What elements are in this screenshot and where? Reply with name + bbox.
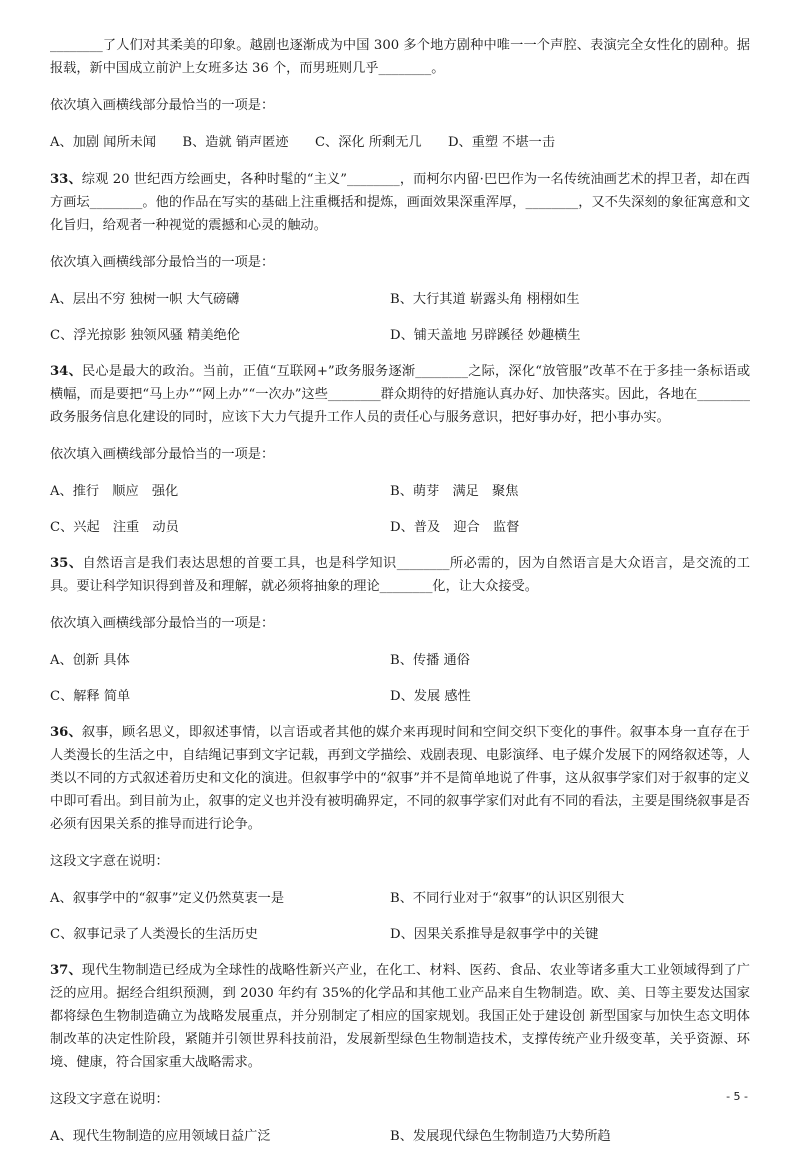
option-c: C、叙事记录了人类漫长的生活历史 [50, 927, 258, 942]
option-a: A、层出不穷 独树一帜 大气磅礴 [50, 292, 240, 307]
options-row [50, 887, 750, 910]
options-row [50, 1125, 750, 1148]
question-number: 36、 [50, 725, 82, 740]
option-d: D、普及 迎合 监督 [390, 520, 520, 535]
question-text [50, 959, 750, 1074]
option-a: A、叙事学中的“叙事”定义仍然莫衷一是 [50, 891, 285, 906]
exam-page [50, 34, 750, 1161]
question-prompt: 依次填入画横线部分最恰当的一项是： [50, 255, 275, 270]
question-36 [50, 721, 750, 946]
question-number: 34、 [50, 364, 82, 379]
options-row [50, 649, 750, 672]
option-b: B、大行其道 崭露头角 栩栩如生 [390, 292, 580, 307]
question-prompt: 这段文字意在说明： [50, 1092, 169, 1107]
question-number: 33、 [50, 172, 82, 187]
question-text [50, 168, 750, 237]
options-row [50, 923, 750, 946]
question-text [50, 721, 750, 836]
option-d: D、发展 感性 [390, 689, 471, 704]
option-b: B、传播 通俗 [390, 653, 470, 668]
page-number: - 5 - [726, 1090, 748, 1103]
option-b: B、发展现代绿色生物制造乃大势所趋 [390, 1129, 611, 1144]
intro-options: A、加剧 闻所未闻 B、造就 销声匿迹 C、深化 所剩无几 D、重塑 不堪一击 [50, 135, 556, 150]
question-34 [50, 360, 750, 539]
options-row [50, 480, 750, 503]
option-a: A、推行 顺应 强化 [50, 484, 179, 499]
option-a: A、创新 具体 [50, 653, 130, 668]
options-row [50, 516, 750, 539]
question-body: 现代生物制造已经成为全球性的战略性新兴产业，在化工、材料、医药、食品、农业等诸多重大工业领域得到了广泛的应用。据经合组织预测，到 2030 年约有 35%的化学品和其他工业产品来自生物制造。欧、美、日等主要发达国家都将绿色生物制造确立为战略发展重点，并分别制定了相应的国家规划。我国正处于建设创 新型国家与加快生态文明体制改革的决定性阶段，紧随并引领世界科技前沿，发展新型绿色生物制造技术，支撑传统产业升级变革，关乎资源、环境、健康，符合国家重大战略需求。 [50, 963, 750, 1070]
option-b: B、不同行业对于“叙事”的认识区别很大 [390, 891, 625, 906]
options-row [50, 288, 750, 311]
option-b: B、萌芽 满足 聚焦 [390, 484, 519, 499]
question-body: 民心是最大的政治。当前，正值“互联网+”政务服务逐渐________之际，深化“放管服”改革不在于多挂一条标语或横幅，而是要把“马上办”“网上办”“一次办”这些________群众期待的好措施认真办好、加快落实。因此，各地在________政务服务信息化建设的同时，应该下大力气提升工作人员的责任心与服务意识，把好事办好，把小事办实。 [50, 364, 751, 425]
question-number: 37、 [50, 963, 82, 978]
options-row [50, 324, 750, 347]
intro-paragraph: ________了人们对其柔美的印象。越剧也逐渐成为中国 300 多个地方剧种中唯一一个声腔、表演完全女性化的剧种。据报载，新中国成立前沪上女班多达 36 个，而男班则几乎________。 [50, 38, 750, 76]
question-body: 叙事，顾名思义，即叙述事情，以言语或者其他的媒介来再现时间和空间交织下变化的事件。叙事本身一直存在于人类漫长的生活之中，自结绳记事到文字记载，再到文学描绘、戏剧表现、电影演绎、电子媒介发展下的网络叙述等，人类以不同的方式叙述着历史和文化的演进。但叙事学中的“叙事”并不是简单地说了件事，这从叙事学家们对于叙事的定义中即可看出。到目前为止，叙事的定义也并没有被明确界定，不同的叙事学家们对此有不同的看法，主要是围绕叙事是否必须有因果关系的推导而进行论争。 [50, 725, 750, 832]
question-number: 35、 [50, 556, 83, 571]
options-row [50, 685, 750, 708]
question-text [50, 552, 750, 598]
option-d: D、铺天盖地 另辟蹊径 妙趣横生 [390, 328, 581, 343]
option-c: C、解释 简单 [50, 689, 131, 704]
option-c: C、兴起 注重 动员 [50, 520, 179, 535]
question-37 [50, 959, 750, 1148]
question-prompt: 这段文字意在说明： [50, 854, 169, 869]
question-body: 自然语言是我们表达思想的首要工具，也是科学知识________所必需的，因为自然语言是大众语言，是交流的工具。要让科学知识得到普及和理解，就必须将抽象的理论________化，让大众接受。 [50, 556, 751, 594]
question-text [50, 360, 750, 429]
question-prompt: 依次填入画横线部分最恰当的一项是： [50, 447, 275, 462]
option-d: D、因果关系推导是叙事学中的关键 [390, 927, 599, 942]
question-33 [50, 168, 750, 347]
option-a: A、现代生物制造的应用领域日益广泛 [50, 1129, 271, 1144]
option-c: C、浮光掠影 独领风骚 精美绝伦 [50, 328, 240, 343]
question-body: 综观 20 世纪西方绘画史，各种时髦的“主义”________，而柯尔内留·巴巴作为一名传统油画艺术的捍卫者，却在西方画坛________。他的作品在写实的基础上注重概括和提炼，画面效果深重浑厚，________，又不失深刻的象征寓意和文化旨归，给观者一种视觉的震撼和心灵的触动。 [50, 172, 750, 233]
question-prompt: 依次填入画横线部分最恰当的一项是： [50, 616, 275, 631]
question-35 [50, 552, 750, 708]
intro-prompt: 依次填入画横线部分最恰当的一项是： [50, 98, 275, 113]
